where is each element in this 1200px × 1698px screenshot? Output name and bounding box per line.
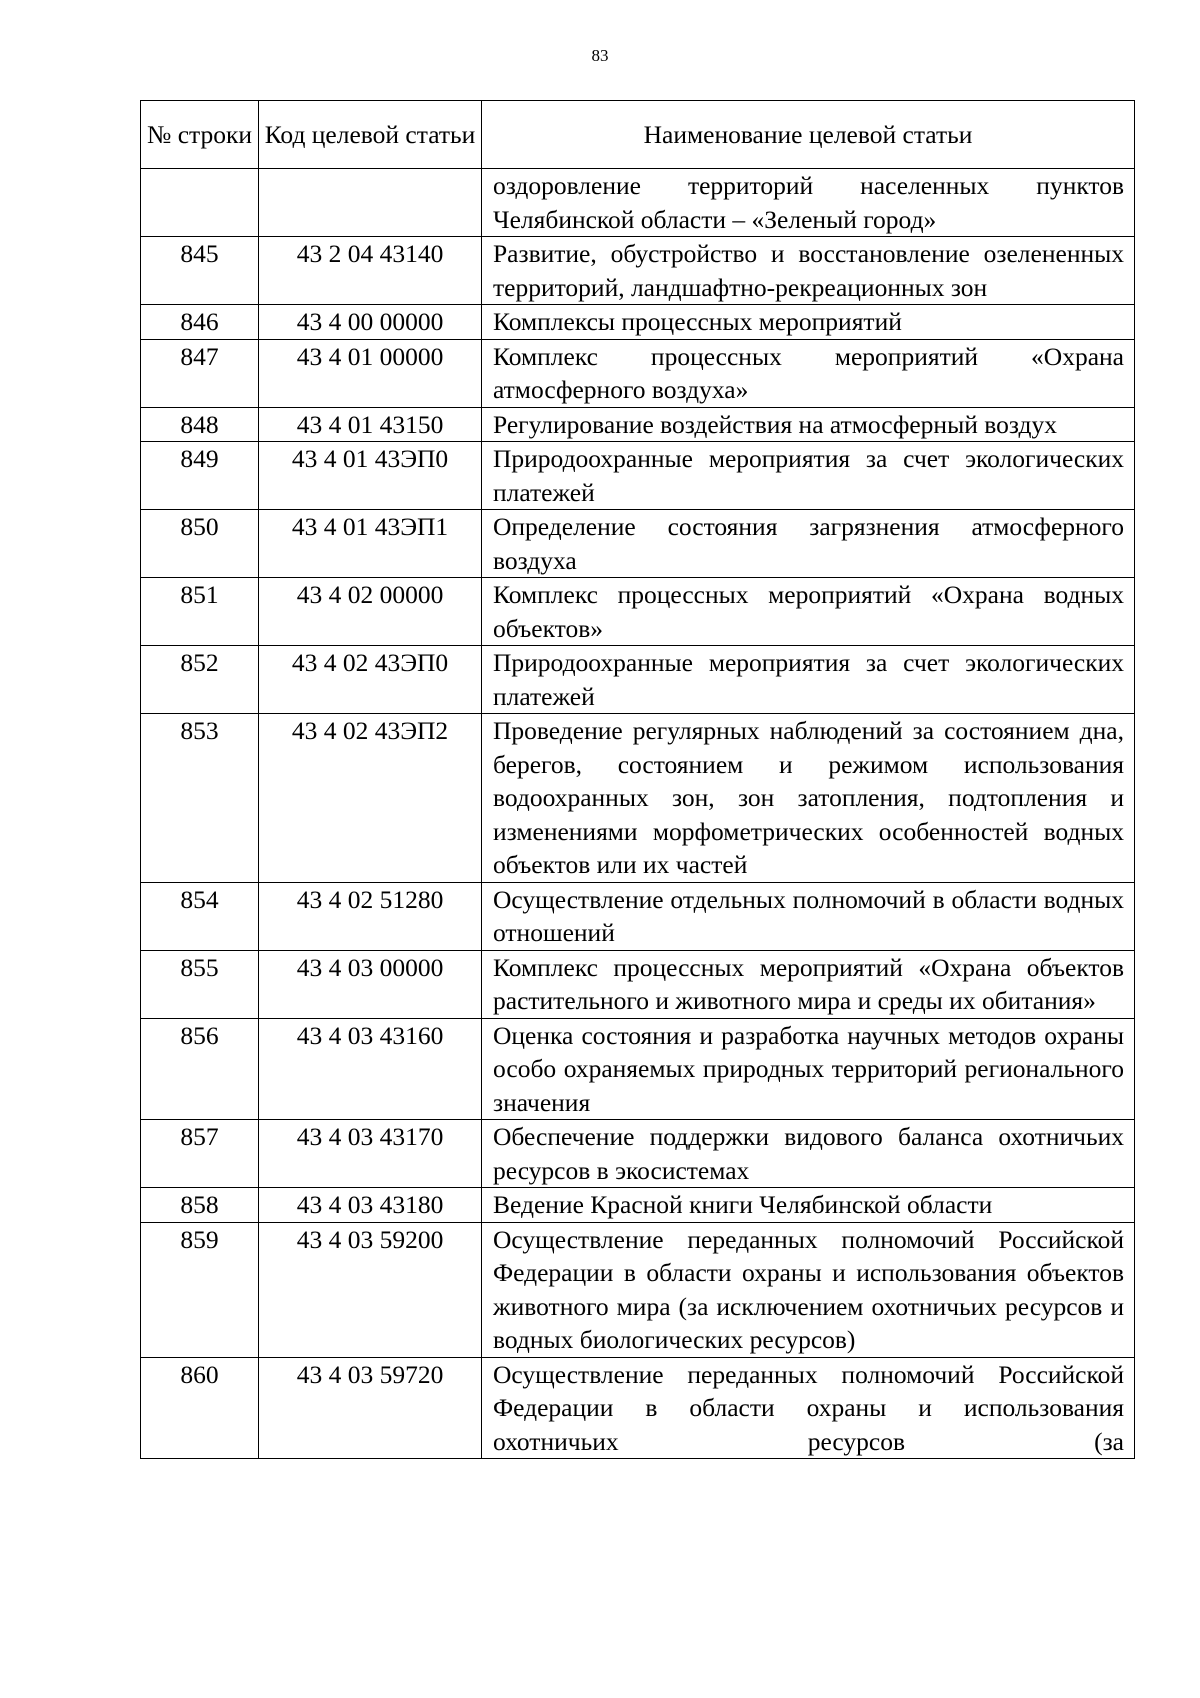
row-number	[141, 169, 259, 237]
target-articles-table	[140, 100, 1135, 1459]
article-name: Природоохранные мероприятия за счет экологических платежей	[482, 646, 1135, 714]
row-number: 854	[141, 882, 259, 950]
article-name: Осуществление переданных полномочий Российской Федерации в области охраны и использования объектов животного мира (за исключением охотничьих ресурсов и водных биологических ресурсов)	[482, 1222, 1135, 1357]
article-code: 43 4 01 43ЭП0	[259, 442, 482, 510]
header-article-code: Код целевой статьи	[259, 101, 482, 169]
row-number: 860	[141, 1357, 259, 1459]
table-row	[141, 1120, 1135, 1188]
table-row	[141, 339, 1135, 407]
article-name: оздоровление территорий населенных пунктов Челябинской области – «Зеленый город»	[482, 169, 1135, 237]
article-code: 43 4 03 43180	[259, 1188, 482, 1223]
row-number: 845	[141, 237, 259, 305]
row-number: 856	[141, 1018, 259, 1120]
article-name: Ведение Красной книги Челябинской области	[482, 1188, 1135, 1223]
row-number: 847	[141, 339, 259, 407]
article-code: 43 4 03 59200	[259, 1222, 482, 1357]
article-name: Комплекс процессных мероприятий «Охрана объектов растительного и животного мира и среды их обитания»	[482, 950, 1135, 1018]
table-row	[141, 950, 1135, 1018]
article-code	[259, 169, 482, 237]
article-name: Осуществление отдельных полномочий в области водных отношений	[482, 882, 1135, 950]
table-row	[141, 578, 1135, 646]
article-name: Развитие, обустройство и восстановление озелененных территорий, ландшафтно-рекреационных зон	[482, 237, 1135, 305]
article-name: Осуществление переданных полномочий Российской Федерации в области охраны и использования охотничьих ресурсов (за	[482, 1357, 1135, 1459]
row-number: 852	[141, 646, 259, 714]
article-code: 43 4 01 00000	[259, 339, 482, 407]
article-name: Комплекс процессных мероприятий «Охрана водных объектов»	[482, 578, 1135, 646]
table-row	[141, 646, 1135, 714]
article-code: 43 4 03 00000	[259, 950, 482, 1018]
article-name: Оценка состояния и разработка научных методов охраны особо охраняемых природных территорий регионального значения	[482, 1018, 1135, 1120]
article-code: 43 4 02 00000	[259, 578, 482, 646]
article-name: Комплексы процессных мероприятий	[482, 305, 1135, 340]
row-number: 851	[141, 578, 259, 646]
row-number: 858	[141, 1188, 259, 1223]
table-row	[141, 305, 1135, 340]
table-row	[141, 1222, 1135, 1357]
table-row	[141, 1357, 1135, 1459]
row-number: 848	[141, 407, 259, 442]
article-code: 43 4 03 43160	[259, 1018, 482, 1120]
article-name: Проведение регулярных наблюдений за состоянием дна, берегов, состоянием и режимом использования водоохранных зон, зон затопления, подтопления и изменениями морфометрических особенностей водных объектов или их частей	[482, 714, 1135, 883]
article-code: 43 4 02 51280	[259, 882, 482, 950]
header-row-number: № строки	[141, 101, 259, 169]
table-row	[141, 1018, 1135, 1120]
article-code: 43 4 03 59720	[259, 1357, 482, 1459]
article-code: 43 4 02 43ЭП2	[259, 714, 482, 883]
table-row	[141, 407, 1135, 442]
article-name: Комплекс процессных мероприятий «Охрана атмосферного воздуха»	[482, 339, 1135, 407]
article-code: 43 2 04 43140	[259, 237, 482, 305]
row-number: 849	[141, 442, 259, 510]
row-number: 859	[141, 1222, 259, 1357]
table-row	[141, 237, 1135, 305]
article-code: 43 4 02 43ЭП0	[259, 646, 482, 714]
table-row	[141, 714, 1135, 883]
article-code: 43 4 01 43ЭП1	[259, 510, 482, 578]
article-name: Обеспечение поддержки видового баланса охотничьих ресурсов в экосистемах	[482, 1120, 1135, 1188]
article-name: Определение состояния загрязнения атмосферного воздуха	[482, 510, 1135, 578]
row-number: 853	[141, 714, 259, 883]
row-number: 846	[141, 305, 259, 340]
article-name: Природоохранные мероприятия за счет экологических платежей	[482, 442, 1135, 510]
row-number: 850	[141, 510, 259, 578]
header-article-name: Наименование целевой статьи	[482, 101, 1135, 169]
article-code: 43 4 01 43150	[259, 407, 482, 442]
article-code: 43 4 00 00000	[259, 305, 482, 340]
table-header-row	[141, 101, 1135, 169]
article-code: 43 4 03 43170	[259, 1120, 482, 1188]
row-number: 855	[141, 950, 259, 1018]
table-row	[141, 442, 1135, 510]
table-row	[141, 882, 1135, 950]
row-number: 857	[141, 1120, 259, 1188]
article-name: Регулирование воздействия на атмосферный воздух	[482, 407, 1135, 442]
page-number: 83	[591, 46, 609, 65]
table-row	[141, 169, 1135, 237]
table-row	[141, 510, 1135, 578]
table-row	[141, 1188, 1135, 1223]
